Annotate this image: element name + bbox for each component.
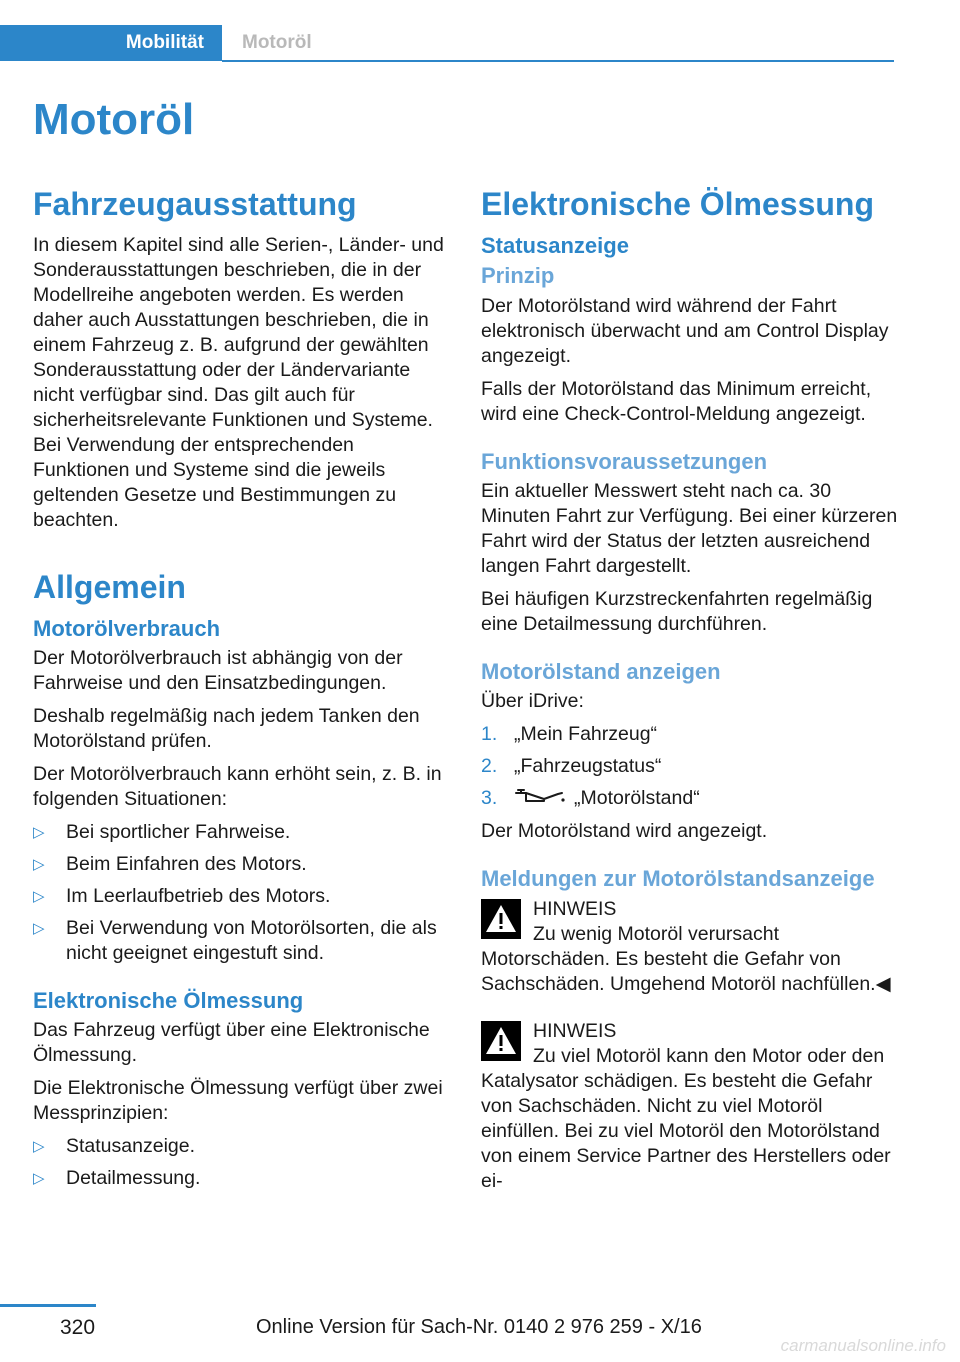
idrive-steps — [481, 722, 898, 811]
right-column — [481, 186, 898, 1202]
paragraph: Ein aktueller Messwert steht nach ca. 30 Minuten Fahrt zur Verfügung. Bei einer kürzeren Fahrt wird der Status der letzten ausreichend langen Fahrt dargestellt. — [481, 479, 898, 577]
subsection-title-motoroelstand-anzeigen: Motorölstand anzeigen — [481, 658, 721, 684]
subsection-title-statusanzeige: Statusanzeige — [481, 232, 629, 258]
subsection-title-motoroelverbrauch: Motorölverbrauch — [33, 615, 221, 641]
paragraph: Das Fahrzeug verfügt über eine Elektronische Ölmessung. — [33, 1019, 430, 1067]
triangle-bullet-icon: ▷ — [33, 823, 45, 841]
subsection-title-prinzip: Prinzip — [481, 263, 555, 289]
tab-mobilitaet[interactable]: Mobilität — [0, 25, 222, 61]
list-item-text: Im Leerlaufbetrieb des Motors. — [66, 884, 331, 907]
step-item — [481, 754, 898, 779]
list-item — [33, 1134, 453, 1159]
list-item-text: Bei Verwendung von Motorölsorten, die als nicht geeignet eingestuft sind. — [66, 916, 437, 964]
list-item — [33, 820, 453, 845]
paragraph: Über iDrive: — [481, 690, 584, 713]
warning-box — [481, 897, 898, 997]
warning-label: HINWEIS — [533, 897, 617, 920]
page-number: 320 — [60, 1316, 96, 1339]
step-number: 1. — [481, 723, 498, 746]
page-title: Motoröl — [33, 95, 195, 144]
step-text: „Fahrzeugstatus“ — [514, 755, 662, 778]
section-title-fahrzeugausstattung: Fahrzeugausstattung — [33, 186, 357, 222]
warning-text: Zu viel Motoröl kann den Motor oder den Katalysator schädigen. Es besteht die Gefahr von Sachschäden. Nicht zu viel Motoröl einfüllen. Bei zu viel Motoröl den Motorölstand von einem Service Partner des Herstellers oder ei- — [481, 1044, 891, 1192]
list-item-text: Beim Einfahren des Motors. — [66, 852, 307, 875]
triangle-bullet-icon: ▷ — [33, 1170, 45, 1188]
paragraph: Falls der Motorölstand das Minimum erreicht, wird eine Check-Control-Meldung angezeigt. — [481, 377, 872, 425]
list-item — [33, 1166, 453, 1191]
section-title-elektronische-oelmessung: Elektronische Ölmessung — [481, 186, 875, 222]
warning-triangle-icon — [481, 1021, 521, 1061]
step-text: „Mein Fahrzeug“ — [514, 723, 658, 746]
list-item-text: Bei sportlicher Fahrweise. — [66, 820, 291, 843]
warning-label: HINWEIS — [533, 1019, 617, 1042]
step-number: 3. — [481, 787, 498, 810]
footer-version-text: Online Version für Sach-Nr. 0140 2 976 259 - X/16 — [256, 1316, 702, 1338]
paragraph: Bei häufigen Kurzstreckenfahrten regelmäßig eine Detailmessung durchführen. — [481, 587, 873, 635]
paragraph: Der Motorölstand wird angezeigt. — [481, 820, 768, 843]
paragraph: Der Motorölverbrauch ist abhängig von der Fahrweise und den Einsatzbedingungen. — [33, 646, 403, 694]
triangle-bullet-icon: ▷ — [33, 887, 45, 905]
tab-motoroel[interactable]: Motoröl — [242, 32, 312, 53]
subsection-title-meldungen: Meldungen zur Motorölstandsanzeige — [481, 866, 875, 892]
paragraph: In diesem Kapitel sind alle Serien-, Länder- und Sonderausstattungen beschrieben, die in der Modellreihe angeboten werden. Es werden daher auch Ausstattungen beschrieben, die in einem Fahrzeug z. B. aufgrund der gewählten Sonderausstattung oder der Ländervariante nicht verfügbar sind. Das gilt auch für sicherheitsrelevante Funktionen und Systeme. Bei Verwendung der entsprechenden Funktionen und Systeme sind die jeweils geltenden Gesetze und Bestimmungen zu beachten. — [33, 233, 444, 531]
triangle-bullet-icon: ▷ — [33, 855, 45, 873]
triangle-bullet-icon: ▷ — [33, 919, 45, 937]
subsection-title-elektronische-oelmessung: Elektronische Ölmessung — [33, 987, 304, 1013]
step-item — [481, 786, 898, 811]
warning-text: Zu wenig Motoröl verursacht Motorschäden. Es besteht die Gefahr von Sachschäden. Umgehend Motoröl nachfüllen.◀ — [481, 922, 891, 995]
step-text: „Motorölstand“ — [574, 787, 700, 810]
warning-box — [481, 1019, 898, 1194]
paragraph: Der Motorölverbrauch kann erhöht sein, z. B. in folgenden Situationen: — [33, 762, 442, 810]
list-item — [33, 884, 453, 909]
paragraph: Deshalb regelmäßig nach jedem Tanken den Motorölstand prüfen. — [33, 704, 420, 752]
list-item — [33, 852, 453, 877]
warning-triangle-icon — [481, 899, 521, 939]
left-column — [33, 186, 453, 1199]
situation-list — [33, 820, 453, 966]
subsection-title-funktionsvoraussetzungen: Funktionsvoraussetzungen — [481, 448, 768, 474]
triangle-bullet-icon: ▷ — [33, 1138, 45, 1156]
header-divider — [222, 60, 894, 62]
step-number: 2. — [481, 755, 498, 778]
list-item-text: Statusanzeige. — [66, 1135, 196, 1158]
section-title-allgemein: Allgemein — [33, 568, 186, 605]
oil-can-icon — [514, 787, 566, 807]
footer-divider — [0, 1304, 96, 1307]
step-item — [481, 722, 898, 747]
paragraph: Die Elektronische Ölmessung verfügt über zwei Messprinzipien: — [33, 1077, 443, 1125]
list-item-text: Detailmessung. — [66, 1167, 201, 1190]
principle-list — [33, 1134, 453, 1191]
watermark: carmanualsonline.info — [780, 1336, 946, 1355]
list-item — [33, 916, 453, 966]
paragraph: Der Motorölstand wird während der Fahrt elektronisch überwacht und am Control Display angezeigt. — [481, 294, 889, 367]
